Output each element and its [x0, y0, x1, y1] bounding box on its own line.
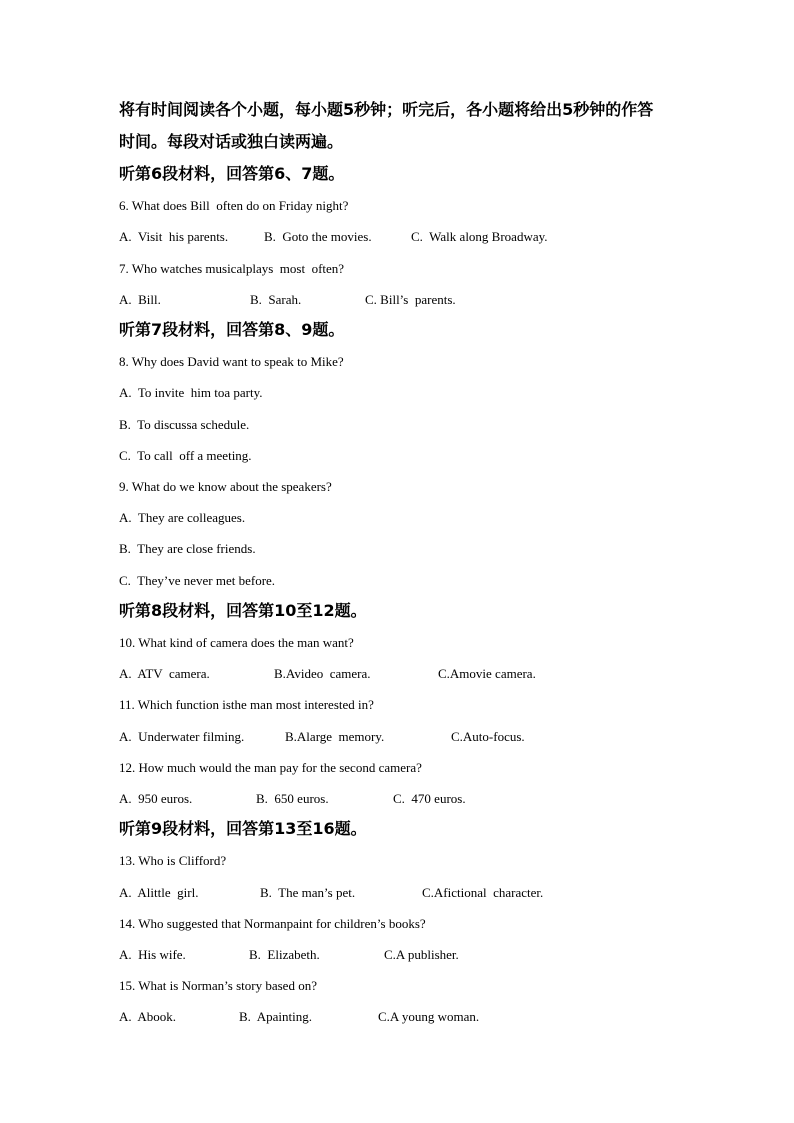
- question-12: 12. How much would the man pay for the second camera?: [119, 760, 422, 775]
- option-7a: A. Bill.: [119, 292, 161, 307]
- option-13a: A. Alittle girl.: [119, 885, 199, 900]
- option-7b: B. Sarah.: [250, 292, 302, 307]
- section-7-heading: 听第7段材料，回答第8、9题。: [119, 320, 345, 339]
- option-6b: B. Goto the movies.: [264, 229, 372, 244]
- question-14-options: [0, 948, 794, 964]
- option-14b: B. Elizabeth.: [249, 947, 320, 962]
- option-9c: C. They’ve never met before.: [119, 573, 276, 588]
- option-15a: A. Abook.: [119, 1009, 177, 1024]
- option-10c: C.Amovie camera.: [438, 666, 536, 681]
- question-11: 11. Which function isthe man most interested in?: [119, 697, 374, 712]
- question-15: 15. What is Norman’s story based on?: [119, 978, 317, 993]
- option-11c: C.Auto-focus.: [451, 729, 525, 744]
- question-13: 13. Who is Clifford?: [119, 853, 227, 868]
- question-6: 6. What does Bill often do on Friday night?: [119, 198, 349, 213]
- option-7c: C. Bill’s parents.: [365, 292, 456, 307]
- option-8c: C. To call off a meeting.: [119, 448, 252, 463]
- option-14c: C.A publisher.: [384, 947, 459, 962]
- section-6-heading: 听第6段材料，回答第6、7题。: [119, 164, 345, 183]
- intro-line-2: 时间。每段对话或独白读两遍。: [119, 132, 344, 151]
- question-14: 14. Who suggested that Normanpaint for children’s books?: [119, 916, 426, 931]
- question-7: 7. Who watches musicalplays most often?: [119, 261, 345, 276]
- option-12b: B. 650 euros.: [256, 791, 329, 806]
- question-12-options: [0, 792, 794, 808]
- option-11b: B.Alarge memory.: [285, 729, 385, 744]
- intro-line-1: 将有时间阅读各个小题，每小题5秒钟；听完后，各小题将给出5秒钟的作答: [119, 100, 654, 119]
- question-11-options: [0, 730, 794, 746]
- option-6a: A. Visit his parents.: [119, 229, 229, 244]
- option-8b: B. To discussa schedule.: [119, 417, 250, 432]
- option-11a: A. Underwater filming.: [119, 729, 245, 744]
- option-10b: B.Avideo camera.: [274, 666, 371, 681]
- option-6c: C. Walk along Broadway.: [411, 229, 548, 244]
- question-8: 8. Why does David want to speak to Mike?: [119, 354, 344, 369]
- question-9: 9. What do we know about the speakers?: [119, 479, 332, 494]
- question-6-options: [0, 230, 794, 246]
- question-15-options: [0, 1010, 794, 1026]
- section-9-heading: 听第9段材料，回答第13至16题。: [119, 819, 367, 838]
- section-8-heading: 听第8段材料，回答第10至12题。: [119, 601, 367, 620]
- option-9a: A. They are colleagues.: [119, 510, 246, 525]
- option-15c: C.A young woman.: [378, 1009, 480, 1024]
- question-10: 10. What kind of camera does the man want?: [119, 635, 354, 650]
- option-13b: B. The man’s pet.: [260, 885, 356, 900]
- option-15b: B. Apainting.: [239, 1009, 312, 1024]
- question-7-options: [0, 293, 794, 309]
- option-9b: B. They are close friends.: [119, 541, 256, 556]
- question-10-options: [0, 667, 794, 683]
- option-12c: C. 470 euros.: [393, 791, 466, 806]
- option-10a: A. ATV camera.: [119, 666, 210, 681]
- option-13c: C.Afictional character.: [422, 885, 544, 900]
- option-12a: A. 950 euros.: [119, 791, 193, 806]
- question-13-options: [0, 886, 794, 902]
- option-8a: A. To invite him toa party.: [119, 385, 263, 400]
- option-14a: A. His wife.: [119, 947, 186, 962]
